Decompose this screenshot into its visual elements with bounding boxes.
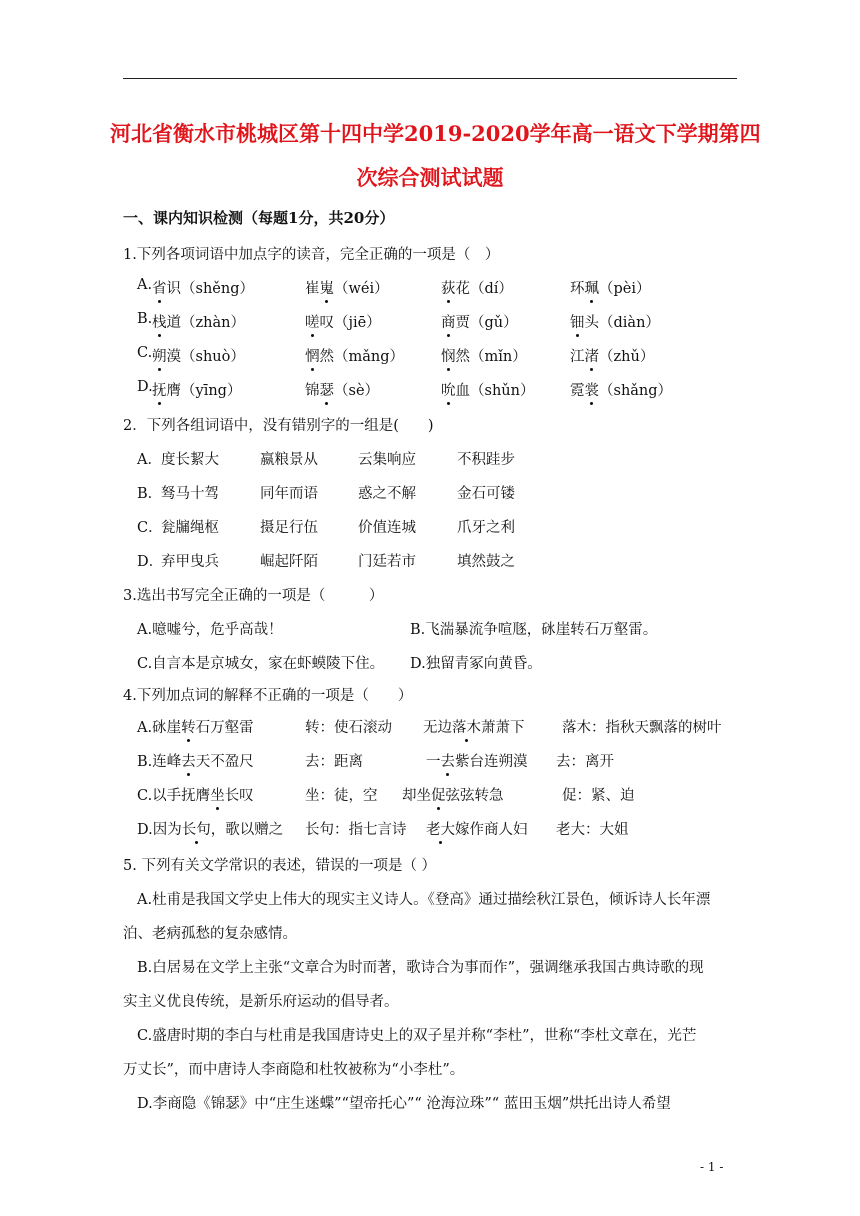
option-word [152, 311, 245, 332]
dotted-word: 落木 [452, 716, 481, 737]
option-word [152, 379, 241, 400]
word-rest: （wéi） [334, 281, 389, 297]
option-word [441, 345, 527, 366]
option-word: 金石可镂 [457, 486, 515, 502]
doc-title-line-1: 河北省衡水市桃城区第十四中学2019-2020学年高一语文下学期第四 [110, 121, 761, 146]
sentence-part: A.砯崖 [137, 720, 182, 736]
dotted-char: 悯 [441, 345, 456, 366]
option-word: 驽马十驾 [161, 486, 219, 502]
option-word [152, 345, 245, 366]
sentence-part: 长叹 [224, 788, 254, 804]
question-3-option-b: B.飞湍暴流争喧豗，砯崖转石万壑雷。 [410, 622, 658, 638]
option-word: 惑之不解 [358, 486, 416, 502]
option-word [570, 345, 654, 366]
word-rest: 识（shěng） [166, 281, 254, 297]
question-3-stem: 3.选出书写完全正确的一项是（ ） [123, 588, 384, 604]
word-char: 环 [570, 281, 585, 297]
option-label: D. [137, 379, 153, 395]
option-explanation: 长句：指七言诗 [305, 822, 407, 838]
dotted-word: 长句 [182, 818, 211, 839]
section-heading: 一、课内知识检测（每题1分，共20分） [123, 209, 395, 227]
sentence-part: 天不盈尺 [195, 754, 254, 770]
option-label: A. [137, 277, 153, 293]
word-rest: 然（mǐn） [455, 349, 527, 365]
option-sentence [402, 784, 504, 805]
word-char: 崔 [305, 281, 320, 297]
option-sentence [137, 750, 254, 771]
option-word [441, 277, 513, 298]
option-explanation: 去：离开 [556, 754, 614, 770]
option-label: B． [137, 486, 163, 502]
word-rest: 然（mǎng） [319, 349, 405, 365]
word-rest: 头（diàn） [584, 315, 660, 331]
dotted-word: 去 [181, 750, 196, 771]
sentence-part: 石万壑雷 [195, 720, 254, 736]
sentence-part: 弦弦转急 [445, 788, 504, 804]
sentence-part: ，歌以赠之 [210, 822, 284, 838]
option-sentence [137, 716, 254, 737]
question-3-option-d: D.独留青冢向黄昏。 [410, 656, 542, 672]
option-explanation: 促：紧、迫 [562, 788, 635, 804]
question-5-option-b: B.白居易在文学上主张“文章合为时而著，歌诗合为事而作”，强调继承我国古典诗歌的现 [137, 960, 704, 976]
option-label: D． [137, 554, 164, 570]
sentence-part: B.连峰 [137, 754, 182, 770]
option-sentence [137, 818, 283, 839]
option-label: C. [137, 345, 153, 361]
question-2-stem: 2．下列各组词语中，没有错别字的一组是( ) [123, 418, 434, 434]
word-rest: （pèi） [599, 281, 651, 297]
word-rest: 血（shǔn） [455, 383, 535, 399]
word-rest: 叹（jiē） [319, 315, 381, 331]
option-label: B. [137, 311, 153, 327]
option-word [152, 277, 254, 298]
dotted-char: 栈 [152, 311, 167, 332]
sentence-part: 一 [426, 754, 441, 770]
option-word [305, 311, 381, 332]
question-3-option-a: A.噫嘘兮，危乎高哉！ [137, 622, 283, 638]
option-word: 摄足行伍 [260, 520, 318, 536]
dotted-char: 省 [152, 277, 167, 298]
option-sentence [426, 750, 528, 771]
dotted-char: 荻 [441, 277, 456, 298]
dotted-char: 裳 [585, 379, 600, 400]
option-explanation: 坐：徒，空 [305, 788, 378, 804]
dotted-char: 商 [441, 311, 456, 332]
option-word [441, 379, 534, 400]
dotted-char: 吮 [441, 379, 456, 400]
dotted-char: 抚 [152, 379, 167, 400]
question-5-option-c-cont: 万丈长”，而中唐诗人李商隐和杜牧被称为“小李杜”。 [123, 1062, 465, 1078]
word-char: 霓 [570, 383, 585, 399]
word-rest: （zhǔ） [599, 349, 655, 365]
question-1-stem: 1.下列各项词语中加点字的读音，完全正确的一项是（ ） [123, 247, 500, 263]
question-5-option-b-cont: 实主义优良传统，是新乐府运动的倡导者。 [123, 994, 399, 1010]
option-word: 度长絜大 [161, 452, 219, 468]
word-char: 锦 [305, 383, 320, 399]
dotted-char: 渚 [585, 345, 600, 366]
option-word: 填然鼓之 [457, 554, 515, 570]
option-label: A． [137, 452, 162, 468]
question-4-stem: 4.下列加点词的解释不正确的一项是（ ） [123, 688, 413, 704]
dotted-char: 惘 [305, 345, 320, 366]
sentence-part: 萧萧下 [481, 720, 525, 736]
question-3-option-c: C.自言本是京城女，家在虾蟆陵下住。 [137, 656, 385, 672]
dotted-word: 老大 [426, 818, 455, 839]
option-word: 嬴粮景从 [260, 452, 318, 468]
sentence-part: 嫁作商人妇 [455, 822, 528, 838]
dotted-char: 瑟 [320, 379, 335, 400]
doc-title-line-2: 次综合测试试题 [356, 165, 504, 190]
option-word: 爪牙之利 [457, 520, 515, 536]
option-sentence [137, 784, 254, 805]
sentence-part: D.因为 [137, 822, 182, 838]
option-sentence [426, 818, 528, 839]
header-rule [123, 78, 737, 79]
option-sentence [423, 716, 525, 737]
sentence-part: C.以手抚膺 [137, 788, 211, 804]
word-rest: 道（zhàn） [166, 315, 245, 331]
dotted-word: 坐 [210, 784, 225, 805]
dotted-char: 朔 [152, 345, 167, 366]
option-word [305, 345, 404, 366]
option-explanation: 老大：大姐 [556, 822, 629, 838]
option-word [441, 311, 518, 332]
dotted-char: 珮 [585, 277, 600, 298]
question-5-option-d: D.李商隐《锦瑟》中“庄生迷蝶”“望帝托心”“ 沧海泣珠”“ 蓝田玉烟”烘托出诗人希望 [137, 1096, 671, 1112]
dotted-char: 嗟 [305, 311, 320, 332]
option-explanation: 去：距离 [305, 754, 363, 770]
dotted-char: 嵬 [320, 277, 335, 298]
word-rest: 花（dí） [455, 281, 513, 297]
word-rest: 漠（shuò） [166, 349, 245, 365]
dotted-word: 去 [441, 750, 456, 771]
option-word: 门廷若市 [358, 554, 416, 570]
option-explanation: 落木：指秋天飘落的树叶 [562, 720, 722, 736]
option-word: 价值连城 [358, 520, 416, 536]
question-5-option-a-cont: 泊、老病孤愁的复杂感情。 [123, 926, 297, 942]
option-word [305, 379, 379, 400]
option-word: 不积跬步 [457, 452, 515, 468]
page-number: - 1 - [700, 1160, 724, 1174]
dotted-word: 转 [181, 716, 196, 737]
question-5-option-c: C.盛唐时期的李白与杜甫是我国唐诗史上的双子星并称“李杜”，世称“李杜文章在，光芒 [137, 1028, 697, 1044]
option-word: 崛起阡陌 [260, 554, 318, 570]
word-rest: 膺（yīng） [166, 383, 242, 399]
option-word [570, 311, 660, 332]
option-word: 云集响应 [358, 452, 416, 468]
option-explanation: 转：使石滚动 [305, 720, 392, 736]
word-char: 江 [570, 349, 585, 365]
dotted-char: 钿 [570, 311, 585, 332]
word-rest: 贾（gǔ） [455, 315, 518, 331]
option-word [305, 277, 389, 298]
word-rest: （sè） [334, 383, 380, 399]
question-5-stem: 5. 下列有关文学常识的表述，错误的一项是（ ） [123, 858, 437, 874]
sentence-part: 紫台连朔漠 [455, 754, 528, 770]
sentence-part: 无边 [423, 720, 452, 736]
dotted-word: 促 [431, 784, 446, 805]
option-label: C． [137, 520, 163, 536]
option-word: 弃甲曳兵 [161, 554, 219, 570]
option-word [570, 277, 651, 298]
option-word: 瓮牖绳枢 [161, 520, 219, 536]
word-rest: （shǎng） [599, 383, 673, 399]
sentence-part: 却坐 [402, 788, 431, 804]
option-word [570, 379, 672, 400]
question-5-option-a: A.杜甫是我国文学史上伟大的现实主义诗人。《登高》通过描绘秋江景色，倾诉诗人长年漂 [137, 892, 711, 908]
option-word: 同年而语 [260, 486, 318, 502]
